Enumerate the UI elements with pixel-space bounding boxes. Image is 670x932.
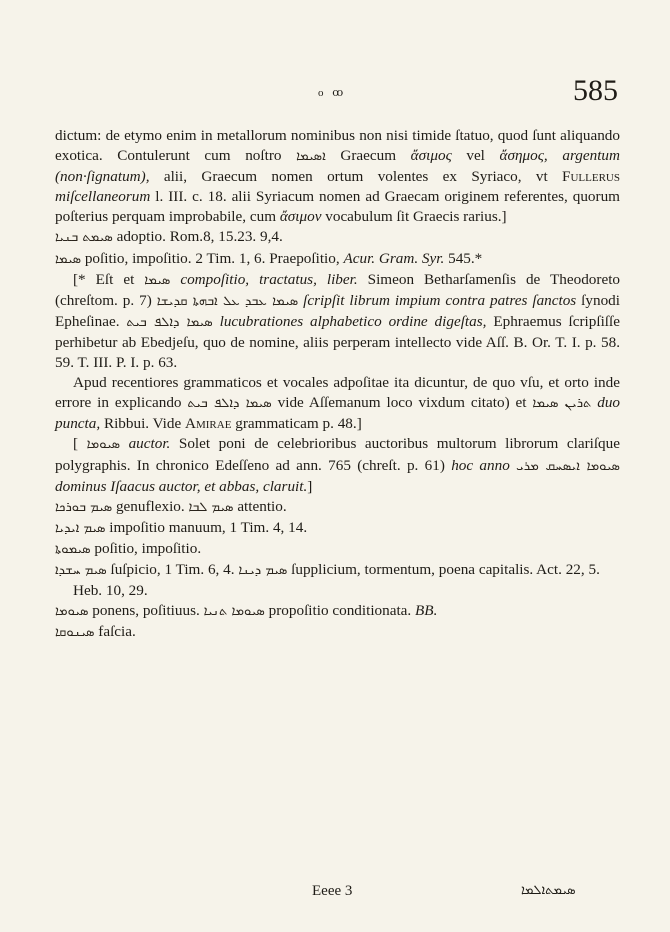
text-paragraph xyxy=(55,373,620,434)
text-run: [ xyxy=(73,435,87,453)
text-run: l. III. c. 18. alii Syriacum nomen ad Graecam originem referentes, quorum poſterius perquam improbabile, cum xyxy=(55,188,620,226)
lexicon-entry xyxy=(55,560,620,601)
text-run xyxy=(213,313,220,330)
syriac-term: ܣܝܡܐ xyxy=(55,251,82,267)
italic-text: compoſitio, tractatus, liber. xyxy=(180,270,358,288)
italic-text: ἄσιμος xyxy=(410,147,452,165)
text-run: ſynodi Epheſinae. xyxy=(55,291,620,330)
text-paragraph xyxy=(55,434,620,496)
italic-text: hoc anno xyxy=(451,456,510,474)
catchword: ܣܝܡܬܐܠܡܐ xyxy=(521,883,576,898)
text-run: genuflexio. xyxy=(112,497,189,515)
text-run: vide Aſſemanum loco vixdum citato) et xyxy=(271,394,533,412)
text-run: attentio. xyxy=(233,497,287,515)
text-run: vel xyxy=(451,147,500,165)
syriac-term: ܣܝܘܡܐ ܐܝܣܚܩ ܡܪܝ xyxy=(516,458,620,474)
lexicon-entry xyxy=(55,249,620,270)
syriac-term: ܣܝܡܐ xyxy=(144,272,171,288)
syriac-term: ܣܝܡܐ ܥܒܕ ܥܠ ܐܒܗܬܐ ܩܕܝܫܐ xyxy=(156,293,299,309)
text-run xyxy=(120,435,129,452)
text-run: ] xyxy=(307,477,313,495)
text-run: ſuſpicio, 1 Tim. 6, 4. xyxy=(106,560,239,578)
lexicon-entry xyxy=(55,539,620,560)
italic-text: BB. xyxy=(415,602,438,620)
text-run: ſupplicium, tormentum, poena capitalis. Act. 22, 5. Heb. 10, 29. xyxy=(73,560,600,600)
text-paragraph xyxy=(55,270,620,373)
text-run: [* Eſt et xyxy=(73,270,145,288)
text-run xyxy=(170,271,180,288)
italic-text: ἄσημος, xyxy=(499,147,548,165)
syriac-term: ܣܝܡܬ ܒܢܝܐ xyxy=(55,230,113,246)
syriac-term: ܣܝܘܡܐ ܬܢܝܐ xyxy=(203,604,265,620)
text-run: Ribbui. Vide xyxy=(100,415,186,433)
text-run: impoſitio manuum, 1 Tim. 4, 14. xyxy=(105,518,308,536)
text-run: faſcia. xyxy=(94,623,136,641)
syriac-term: ܣܝܡܘܬܐ xyxy=(55,541,91,557)
syriac-term: ܣܝܘܡܐ xyxy=(86,437,121,453)
text-run: ponens, poſitiuus. xyxy=(88,602,204,620)
lexicon-entry xyxy=(55,518,620,539)
lexicon-entry xyxy=(55,227,620,248)
text-paragraph xyxy=(55,126,620,227)
lexicon-entry xyxy=(55,601,620,622)
page-number: 585 xyxy=(573,74,618,107)
text-run: dictum: de etymo enim in metallorum nominibus non nisi timide ſtatuo, quod ſunt aliquando exotica. Contulerunt cum noſtro xyxy=(55,127,620,165)
text-run: vocabulum ſit Graecis rarius.] xyxy=(321,208,507,226)
text-run: Solet poni de celebrioribus auctoribus multorum librorum clariſque polygraphis. In chronico Edeſſeno ad ann. 765 (chreſt. p. 61) xyxy=(55,435,620,474)
italic-text: Acur. Gram. Syr. xyxy=(343,249,445,267)
italic-text: argentum (non·ſignatum), xyxy=(55,147,620,186)
text-run: Apud recentiores grammaticos et vocales adpoſitae ita dicuntur, de quo vſu, et orto inde errore in explicando xyxy=(55,374,620,412)
text-run: adoptio. Rom.8, 15.23. 9,4. xyxy=(112,228,283,246)
lexicon-entry xyxy=(55,622,620,643)
text-run: poſitio, impoſitio. 2 Tim. 1, 6. Praepoſitio, xyxy=(81,249,344,267)
syriac-term: ܣܝܡ ܒܘܪܟܐ xyxy=(55,499,113,515)
header-ornament: o ꝏ xyxy=(318,87,347,99)
author-name: Amirae xyxy=(185,415,232,433)
text-run: Ephraemus ſcripſiſſe perhibetur ab Ebedjeſu, quo de nomine, aliis perperam intellecto vide Aſſ. B. Or. T. I. p. 58. 59. T. III. P. I. p. 63. xyxy=(55,312,620,372)
author-name: Fullerus xyxy=(562,168,620,186)
signature-mark: Eeee 3 xyxy=(312,883,353,899)
text-run xyxy=(548,147,563,164)
italic-text: lucubrationes alphabetico ordine digeſtas, xyxy=(219,312,487,330)
text-run: 545.* xyxy=(444,249,483,267)
italic-text: ſcripſit librum impium contra patres ſanctos xyxy=(303,291,577,309)
syriac-term: ܣܝܡܐ ܕܐܠܦ ܒܝܬ xyxy=(187,396,272,412)
syriac-term: ܣܝܡ ܠܒܐ xyxy=(188,499,234,515)
syriac-term: ܣܝܘܡܐ xyxy=(55,604,89,620)
syriac-term: ܣܝܡ ܚܫܕܐ xyxy=(55,562,107,578)
text-run: Simeon Betharſamenſis de Theodoreto (chreſtom. p. 7) xyxy=(55,270,621,309)
text-run: Graecum xyxy=(325,147,411,165)
page-body xyxy=(55,126,620,643)
syriac-term: ܣܝܡ ܕܝܢܐ xyxy=(238,562,288,578)
syriac-term: ܣܝܡ ܐܝܕܝܐ xyxy=(55,520,106,536)
italic-text: miſcellaneorum xyxy=(55,188,151,206)
text-run: alii, Graecum nomen ortum volentes ex Syriaco, vt xyxy=(149,168,563,186)
italic-text: auctor. xyxy=(128,435,171,453)
syriac-term: ܣܝܢܘܩܐ xyxy=(55,625,95,641)
text-run: propoſitio conditionata. xyxy=(264,602,416,620)
syriac-term: ܣܝܡܐ ܕܐܠܦ ܒܝܬ xyxy=(126,314,213,330)
italic-text: dominus Iſaacus auctor, et abbas, claruit. xyxy=(55,477,308,495)
syriac-term: ܐܣܝܡܐ xyxy=(296,149,326,165)
text-run: poſitio, impoſitio. xyxy=(90,539,202,557)
italic-text: duo puncta, xyxy=(55,394,620,433)
lexicon-entry xyxy=(55,497,620,518)
text-run: grammaticam p. 48.] xyxy=(231,415,362,433)
syriac-term: ܬܪܝܢ ܣܝܡܐ xyxy=(532,396,592,412)
italic-text: ἄσιμον xyxy=(279,208,322,226)
